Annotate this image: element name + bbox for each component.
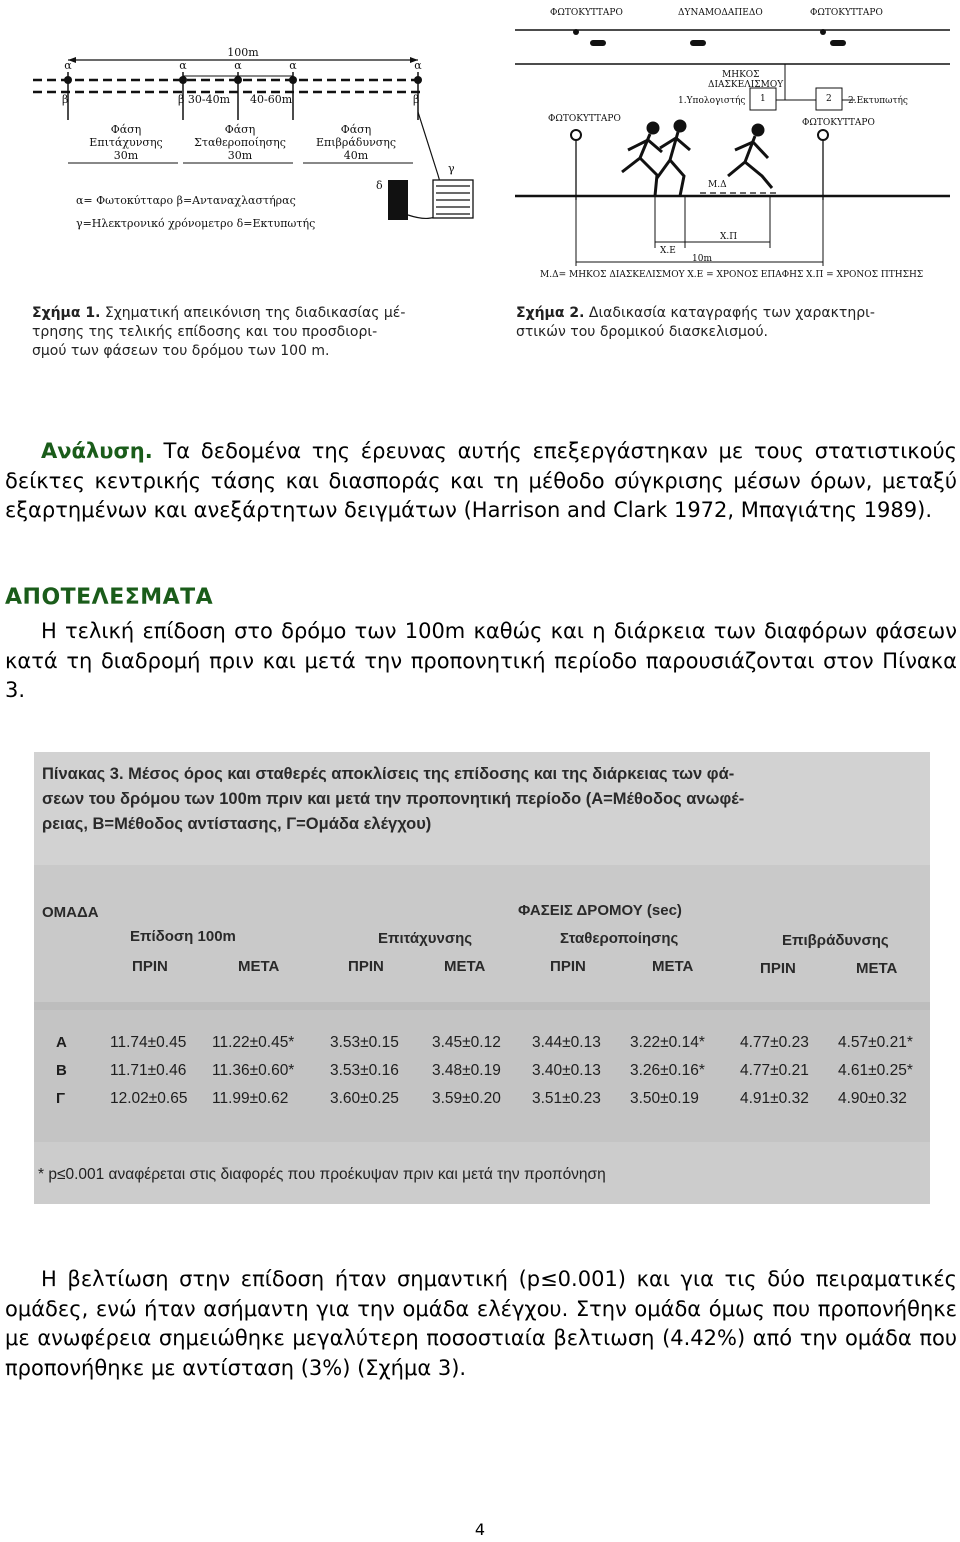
alpha-label: α <box>64 59 72 72</box>
caption-label: Σχήμα 2. <box>516 305 585 321</box>
distance-label: 10m <box>692 254 712 264</box>
phase-distance: 30m <box>113 149 139 162</box>
sub-column: ΠΡΙΝ <box>550 958 586 975</box>
caption-text: στικών του δρομικού διασκελισμού. <box>516 324 768 340</box>
phase-name: Επιβράδυνσης <box>315 136 397 149</box>
phase-name: Σταθεροποίησης <box>194 136 286 149</box>
table-cell: 11.99±0.62 <box>212 1090 289 1107</box>
photocell-label: ΦΩΤΟΚΥΤΤΑΡΟ <box>550 8 623 18</box>
photocell-label: ΦΩΤΟΚΥΤΤΑΡΟ <box>810 8 883 18</box>
beta-label: β 30-40m <box>178 93 230 106</box>
runner-icon <box>657 121 690 196</box>
table-cell: 4.77±0.21 <box>740 1062 809 1079</box>
results-paragraph <box>5 617 957 706</box>
alpha-label: α <box>234 59 242 72</box>
sub-column: ΜΕΤΑ <box>652 958 694 975</box>
table-caption <box>42 762 922 837</box>
runner-icon <box>728 125 772 188</box>
table-cell: 3.53±0.16 <box>330 1062 399 1079</box>
table-cell: 4.77±0.23 <box>740 1034 809 1051</box>
figure-1-diagram <box>28 20 478 280</box>
caption-text: Διαδικασία καταγραφής των χαρακτηρι- <box>584 305 875 321</box>
printer-label: 2.Εκτυπωτής <box>848 96 908 106</box>
results-heading: ΑΠΟΤΕΛΕΣΜΑΤΑ <box>5 585 214 610</box>
table-3 <box>34 752 930 1204</box>
phase-label: Φάση <box>224 123 256 136</box>
beta-label: β <box>62 93 69 106</box>
figure-2-caption <box>516 304 956 342</box>
sub-column: ΜΕΤΑ <box>238 958 280 975</box>
table-cell: 4.61±0.25* <box>838 1062 913 1079</box>
table-caption-line: Πίνακας 3. Μέσος όρος και σταθερές αποκλίσεις της επίδοσης και της διάρκειας των φά- <box>42 765 735 783</box>
row-group: Γ <box>56 1090 66 1107</box>
phase-distance: 30m <box>227 149 253 162</box>
contact-time-abbr: Χ.Ε <box>660 246 676 256</box>
runner-icon <box>622 123 662 196</box>
delta-label: δ <box>376 179 383 192</box>
box-label: 2 <box>826 94 832 104</box>
table-cell: 3.45±0.12 <box>432 1034 501 1051</box>
sub-column: ΜΕΤΑ <box>444 958 486 975</box>
table-cell: 4.91±0.32 <box>740 1090 809 1107</box>
table-cell: 3.50±0.19 <box>630 1090 699 1107</box>
table-cell: 3.22±0.14* <box>630 1034 705 1051</box>
caption-label: Σχήμα 1. <box>32 305 101 321</box>
group-header: ΟΜΑΔΑ <box>42 904 99 921</box>
table-cell: 11.36±0.60* <box>212 1062 295 1079</box>
gamma-label: γ <box>448 162 455 175</box>
printer-icon <box>388 180 408 220</box>
legend-line: γ=Ηλεκτρονικό χρόνομετρο δ=Εκτυπωτής <box>76 217 316 230</box>
caption-text: τρησης της τελικής επίδοσης και του προσδιορι- <box>32 324 378 340</box>
computer-label: 1.Υπολογιστής <box>678 96 746 106</box>
sub-column: ΠΡΙΝ <box>348 958 384 975</box>
sub-column: ΜΕΤΑ <box>856 960 898 977</box>
column-group: Επίδοση 100m <box>130 928 236 945</box>
photocell-label: ΦΩΤΟΚΥΤΤΑΡΟ <box>802 118 875 128</box>
table-cell: 11.71±0.46 <box>110 1062 187 1079</box>
table-cell: 4.90±0.32 <box>838 1090 907 1107</box>
table-caption-line: σεων του δρόμου των 100m πριν και μετά την προπονητική περίοδο (Α=Μέθοδος ανωφέ- <box>42 790 745 808</box>
table-cell: 3.44±0.13 <box>532 1034 601 1051</box>
table-caption-line: ρειας, Β=Μέθοδος αντίστασης, Γ=Ομάδα ελέγχου) <box>42 815 432 833</box>
table-cell: 3.60±0.25 <box>330 1090 399 1107</box>
analysis-text: Τα δεδομένα της έρευνας αυτής επεξεργάστηκαν με τους στατιστικούς δείκτες κεντρικής τάσης και διασποράς και τη μέθοδο σύγκρισης μέσων όρων, μεταξύ εξαρτημένων και ανεξάρτητων δειγμάτων (Harrison and Clark 1972, Μπαγιάτης 1989). <box>5 439 957 522</box>
figure-1 <box>28 20 478 375</box>
phases-header: ΦΑΣΕΙΣ ΔΡΟΜΟΥ (sec) <box>518 902 682 919</box>
table-cell: 3.59±0.20 <box>432 1090 501 1107</box>
results-text: Η τελική επίδοση στο δρόμο των 100m καθώς και η διάρκεια των διαφόρων φάσεων κατά τη διαδρομή πριν και μετά την προπονητική περίοδο παρουσιάζονται στον Πίνακα 3. <box>5 619 957 702</box>
conclusion-text: Η βελτίωση στην επίδοση ήταν σημαντική (p≤0.001) και για τις δύο πειραματικές ομάδες, ενώ ήταν ασήμαντη για την ομάδα ελέγχου. Στην ομάδα όμως που προπονήθηκε με ανωφέρεια σημειώθηκε μεγαλύτερη ποσοστιαία βελτιωση (4.42%) από την ομάδα που προπονήθηκε με αντίσταση (3%) (Σχήμα 3). <box>5 1267 957 1380</box>
table-footnote: * p≤0.001 αναφέρεται στις διαφορές που προέκυψαν πριν και μετά την προπόνηση <box>38 1166 606 1183</box>
phase-distance: 40m <box>343 149 369 162</box>
force-plate-label: ΔΥΝΑΜΟΔΑΠΕΔΟ <box>678 8 763 18</box>
phase-label: Φάση <box>340 123 372 136</box>
alpha-label: α <box>289 59 297 72</box>
stride-length-label: ΜΗΚΟΣ <box>722 70 760 80</box>
table-caption-band <box>34 752 930 865</box>
phase-label: Φάση <box>110 123 142 136</box>
table-cell: 12.02±0.65 <box>110 1090 188 1107</box>
legend-line: α= Φωτοκύτταρο β=Ανταναχλαστήρας <box>76 194 296 207</box>
figure-2-diagram <box>510 0 960 290</box>
alpha-label: α <box>179 59 187 72</box>
distance-label: 100m <box>227 46 259 59</box>
table-cell: 3.40±0.13 <box>532 1062 601 1079</box>
caption-text: σμού των φάσεων του δρόμου των 100 m. <box>32 343 330 359</box>
table-divider <box>34 1002 930 1010</box>
beta-label: 40-60m <box>250 93 293 106</box>
row-group: Α <box>56 1034 67 1051</box>
table-cell: 3.26±0.16* <box>630 1062 705 1079</box>
figure-2 <box>510 0 960 350</box>
table-cell: 11.22±0.45* <box>212 1034 295 1051</box>
sub-column: ΠΡΙΝ <box>760 960 796 977</box>
alpha-label: α <box>414 59 422 72</box>
table-cell: 3.51±0.23 <box>532 1090 601 1107</box>
table-cell: 3.48±0.19 <box>432 1062 501 1079</box>
page-number: 4 <box>474 1520 486 1539</box>
table-cell: 3.53±0.15 <box>330 1034 399 1051</box>
beta-label: β <box>413 93 420 106</box>
sub-column: ΠΡΙΝ <box>132 958 168 975</box>
stride-length-abbr: Μ.Δ <box>708 180 727 190</box>
row-group: Β <box>56 1062 67 1079</box>
analysis-paragraph <box>5 437 957 526</box>
phase-name: Επιτάχυνσης <box>89 136 163 149</box>
column-group: Επιβράδυνσης <box>782 932 889 949</box>
analysis-lead: Ανάλυση. <box>41 439 153 463</box>
box-label: 1 <box>760 94 766 104</box>
column-group: Σταθεροποίησης <box>560 930 679 947</box>
caption-text: Σχηματική απεικόνιση της διαδικασίας μέ- <box>100 305 406 321</box>
figure-1-caption <box>32 304 472 361</box>
stride-length-label: ΔΙΑΣΚΕΛΙΣΜΟΥ <box>708 80 784 90</box>
flight-time-abbr: Χ.Π <box>720 232 738 242</box>
photocell-label: ΦΩΤΟΚΥΤΤΑΡΟ <box>548 114 621 124</box>
table-cell: 4.57±0.21* <box>838 1034 913 1051</box>
legend-line: Μ.Δ= ΜΗΚΟΣ ΔΙΑΣΚΕΛΙΣΜΟΥ Χ.Ε = ΧΡΟΝΟΣ ΕΠΑΦΗΣ Χ.Π = ΧΡΟΝΟΣ ΠΤΗΣΗΣ <box>540 270 924 280</box>
conclusion-paragraph <box>5 1265 957 1383</box>
table-cell: 11.74±0.45 <box>110 1034 187 1051</box>
column-group: Επιτάχυνσης <box>378 930 473 947</box>
